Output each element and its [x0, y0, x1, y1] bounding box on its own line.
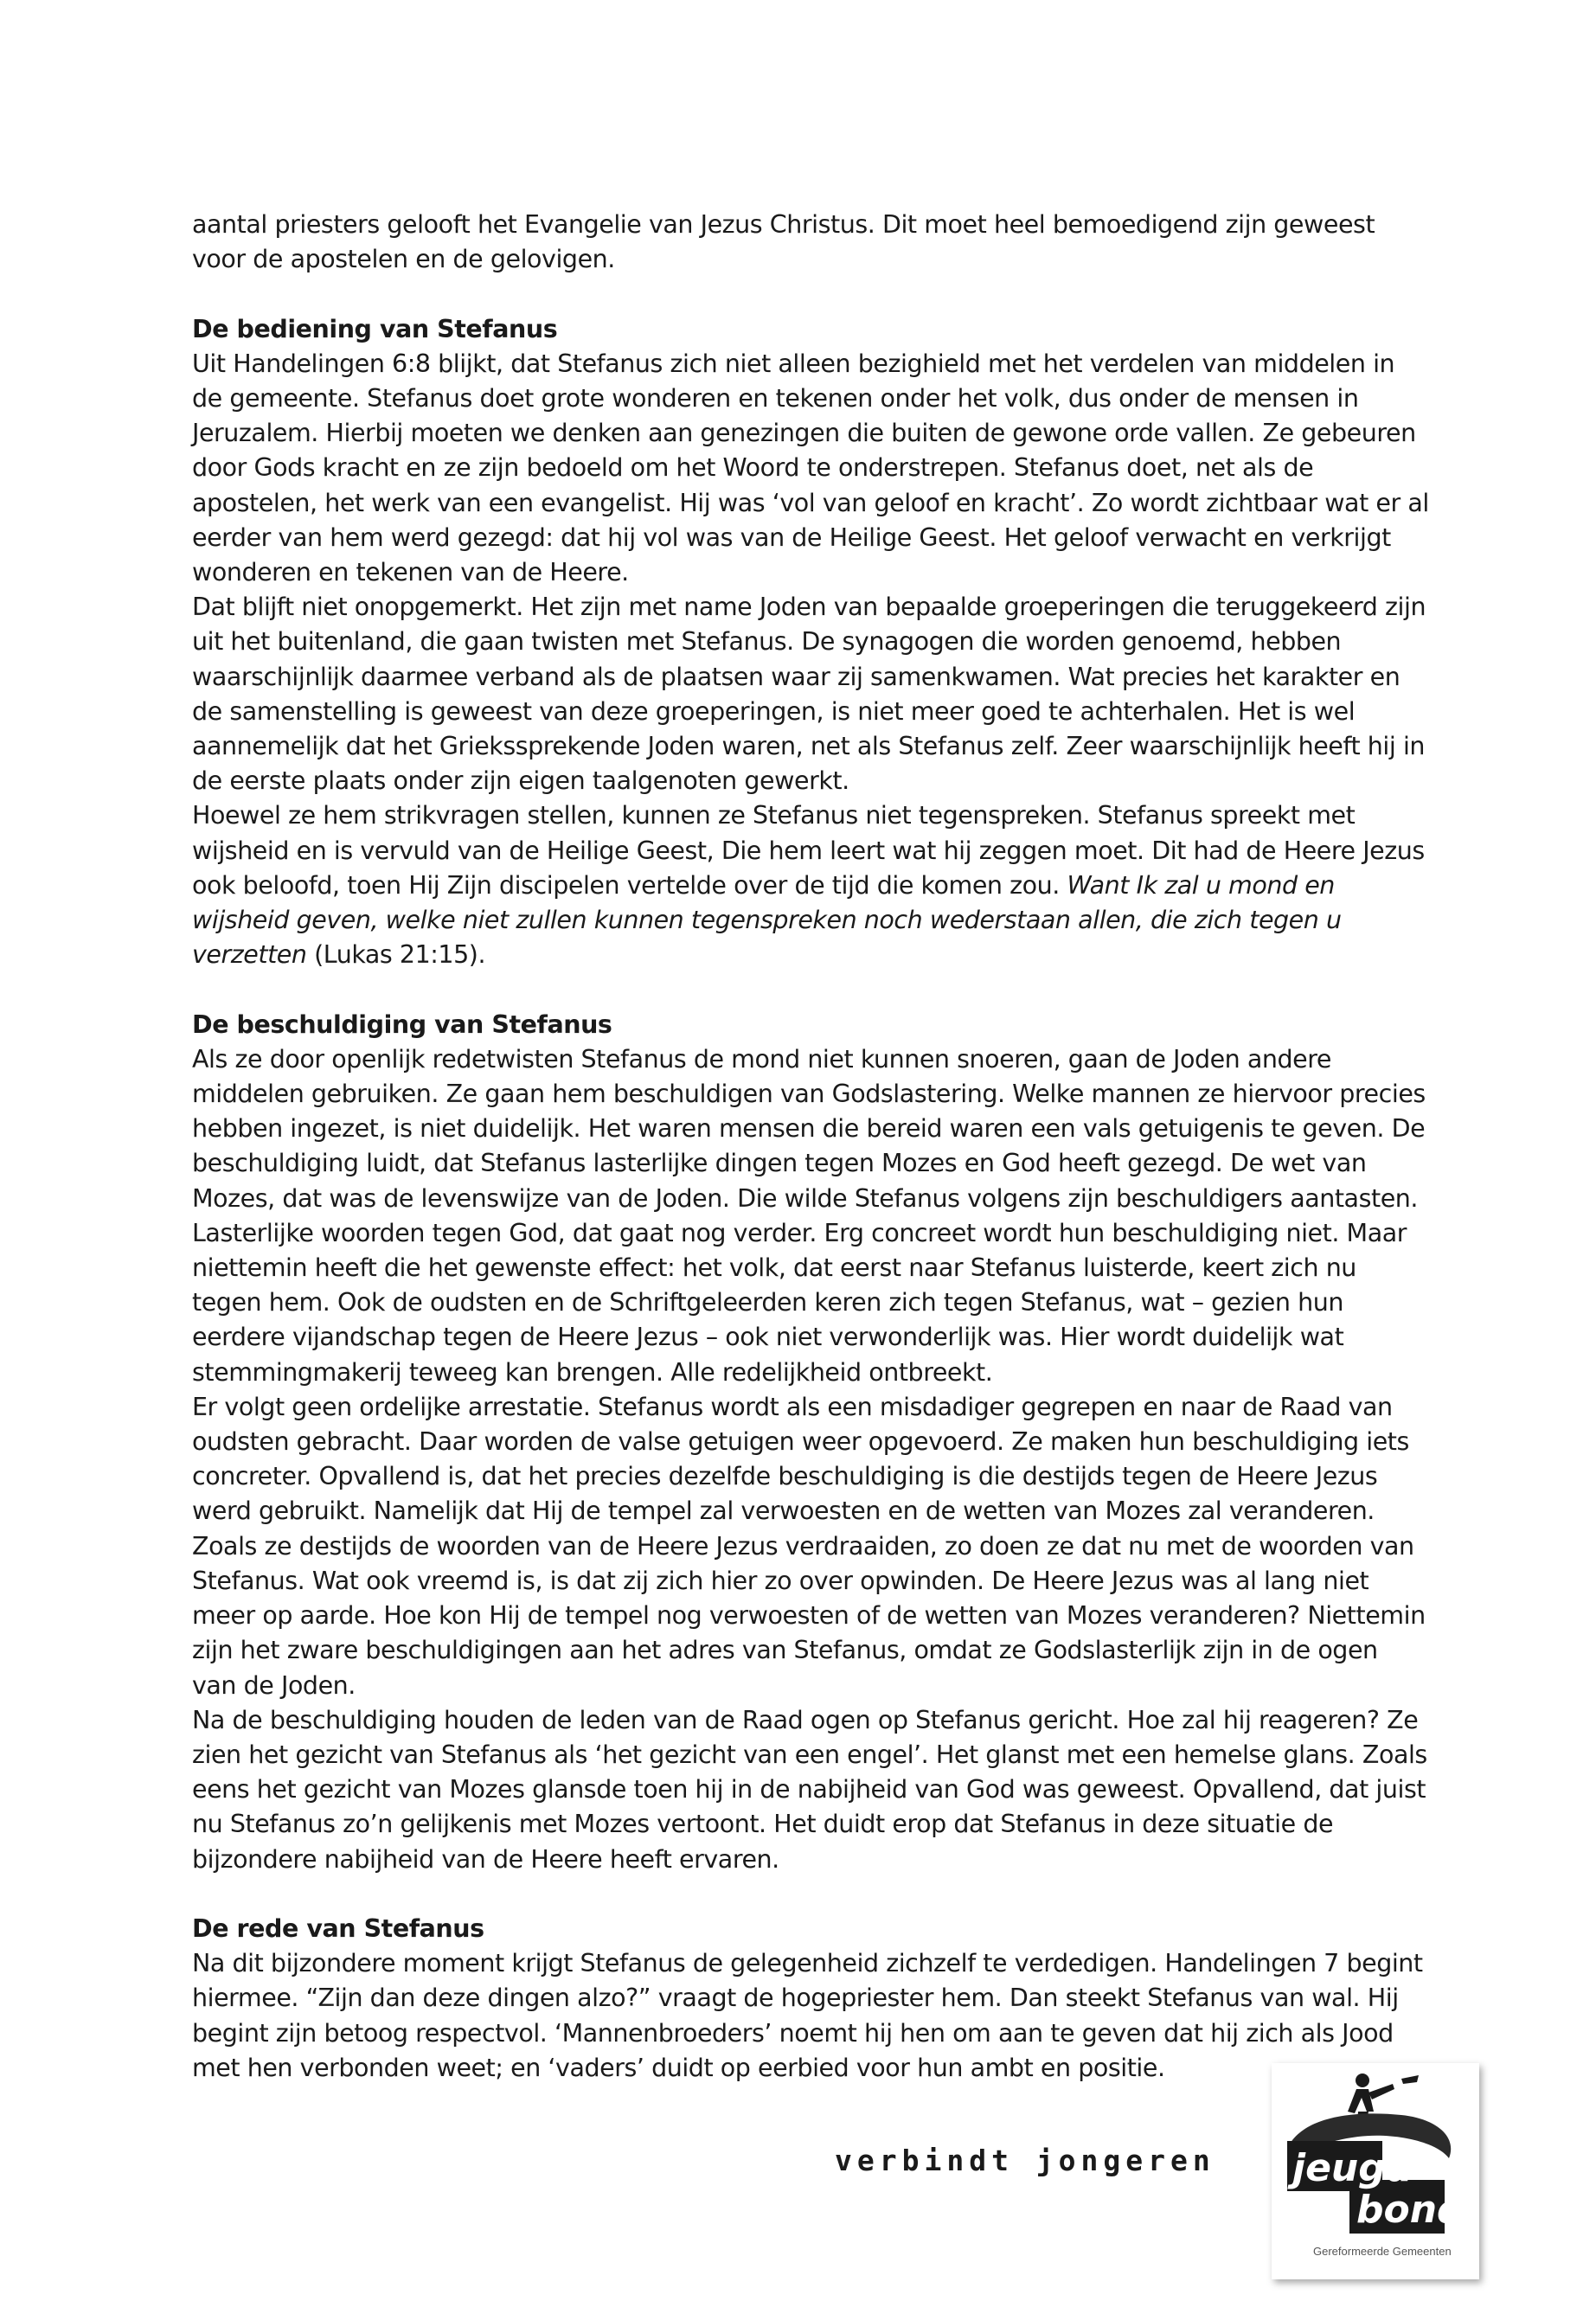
- paragraph: Er volgt geen ordelijke arrestatie. Stefanus wordt als een misdadiger gegrepen en naar de Raad van oudsten gebracht. Daar worden de valse getuigen weer opgevoerd. Ze maken hun beschuldiging iets concreter. Opvallend is, dat het precies dezelfde beschuldiging is die destijds tegen de Heere Jezus werd gebruikt. Namelijk dat Hij de tempel zal verwoesten en de wetten van Mozes zal veranderen. Zoals ze destijds de woorden van de Heere Jezus verdraaiden, zo doen ze dat nu met de woorden van Stefanus. Wat ook vreemd is, is dat zij zich hier zo over opwinden. De Heere Jezus was al lang niet meer op aarde. Hoe kon Hij de tempel nog verwoesten of de wetten van Mozes veranderen? Niettemin zijn het zware beschuldigingen aan het adres van Stefanus, omdat ze Godslasterlijk zijn in de ogen van de Joden.: [192, 1392, 1426, 1700]
- paragraph: Als ze door openlijk redetwisten Stefanus de mond niet kunnen snoeren, gaan de Joden andere middelen gebruiken. Ze gaan hem beschuldigen van Godslastering. Welke mannen ze hiervoor precies hebben ingezet, is niet duidelijk. Het waren mensen die bereid waren een vals getuigenis te geven. De beschuldiging luidt, dat Stefanus lasterlijke dingen tegen Mozes en God heeft gezegd. De wet van Mozes, dat was de levenswijze van de Joden. Die wilde Stefanus volgens zijn beschuldigers aantasten. Lasterlijke woorden tegen God, dat gaat nog verder. Erg concreet wordt hun beschuldiging niet. Maar niettemin heeft die het gewenste effect: het volk, dat eerst naar Stefanus luisterde, keert zich nu tegen hem. Ook de oudsten en de Schriftgeleerden keren zich tegen Stefanus, wat – gezien hun eerdere vijandschap tegen de Heere Jezus – ook niet verwonderlijk was. Hier wordt duidelijk wat stemmingmakerij teweeg kan brengen. Alle redelijkheid ontbreekt.: [192, 1044, 1426, 1387]
- section-heading: De rede van Stefanus: [192, 1913, 484, 1943]
- spacer: [192, 277, 1429, 311]
- section-heading: De bediening van Stefanus: [192, 314, 558, 343]
- paragraph: Na de beschuldiging houden de leden van de Raad ogen op Stefanus gericht. Hoe zal hij reageren? Ze zien het gezicht van Stefanus als ‘het gezicht van een engel’. Het glanst met een hemelse glans. Zoals eens het gezicht van Mozes glansde toen hij in de nabijheid van God was geweest. Opvallend, dat juist nu Stefanus zo’n gelijkenis met Mozes vertoont. Het duidt erop dat Stefanus in deze situatie de bijzondere nabijheid van de Heere heeft ervaren.: [192, 1705, 1427, 1874]
- scripture-reference: (Lukas 21:15).: [306, 940, 486, 970]
- paragraph-with-quote: [192, 798, 1429, 972]
- spacer: [192, 972, 1429, 1007]
- jeugdbond-logo: [1272, 2063, 1479, 2279]
- section-heading: De beschuldiging van Stefanus: [192, 1009, 612, 1039]
- paragraph: Dat blijft niet onopgemerkt. Het zijn met name Joden van bepaalde groeperingen die teruggekeerd zijn uit het buitenland, die gaan twisten met Stefanus. De synagogen die worden genoemd, hebben waarschijnlijk daarmee verband als de plaatsen waar zij samenkwamen. Wat precies het karakter en de samenstelling is geweest van deze groeperingen, is niet meer goed te achterhalen. Het is wel aannemelijk dat het Griekssprekende Joden waren, net als Stefanus zelf. Zeer waarschijnlijk heeft hij in de eerste plaats onder zijn eigen taalgenoten gewerkt.: [192, 593, 1426, 796]
- logo-word-2: bond: [1356, 2188, 1465, 2232]
- intro-paragraph: aantal priesters gelooft het Evangelie van Jezus Christus. Dit moet heel bemoedigend zijn geweest voor de apostelen en de gelovigen.: [192, 210, 1375, 274]
- scripture-quote: Want Ik zal u mond en wijsheid geven, welke niet zullen kunnen tegenspreken noch wederstaan allen, die zich tegen u verzetten: [192, 870, 1342, 970]
- paragraph-text: Hoewel ze hem strikvragen stellen, kunnen ze Stefanus niet tegenspreken. Stefanus spreekt met wijsheid en is vervuld van de Heilige Geest, Die hem leert wat hij zeggen moet. Dit had de Heere Jezus ook beloofd, toen Hij Zijn discipelen vertelde over de tijd die komen zou.: [192, 801, 1425, 900]
- document-body: [192, 208, 1429, 2086]
- logo-word-1: jeugd: [1292, 2146, 1413, 2190]
- spacer: [192, 1877, 1429, 1912]
- paragraph: Na dit bijzondere moment krijgt Stefanus de gelegenheid zichzelf te verdedigen. Handelingen 7 begint hiermee. “Zijn dan deze dingen alzo?” vraagt de hogepriester hem. Dan steekt Stefanus van wal. Hij begint zijn betoog respectvol. ‘Mannenbroeders’ noemt hij hen om aan te geven dat hij zich als Jood met hen verbonden weet; en ‘vaders’ duidt op eerbied voor hun ambt en positie.: [192, 1949, 1423, 2082]
- paragraph: Uit Handelingen 6:8 blijkt, dat Stefanus zich niet alleen bezighield met het verdelen van middelen in de gemeente. Stefanus doet grote wonderen en tekenen onder het volk, dus onder de mensen in Jeruzalem. Hierbij moeten we denken aan genezingen die buiten de gewone orde vallen. Ze gebeuren door Gods kracht en ze zijn bedoeld om het Woord te onderstrepen. Stefanus doet, net als de apostelen, het werk van een evangelist. Hij was ‘vol van geloof en kracht’. Zo wordt zichtbaar wat er al eerder van hem werd gezegd: dat hij vol was van de Heilige Geest. Het geloof verwacht en verkrijgt wonderen en tekenen van de Heere.: [192, 349, 1429, 587]
- logo-subtitle: Gereformeerde Gemeenten: [1313, 2245, 1452, 2258]
- footer-tagline: verbindt jongeren: [835, 2144, 1215, 2177]
